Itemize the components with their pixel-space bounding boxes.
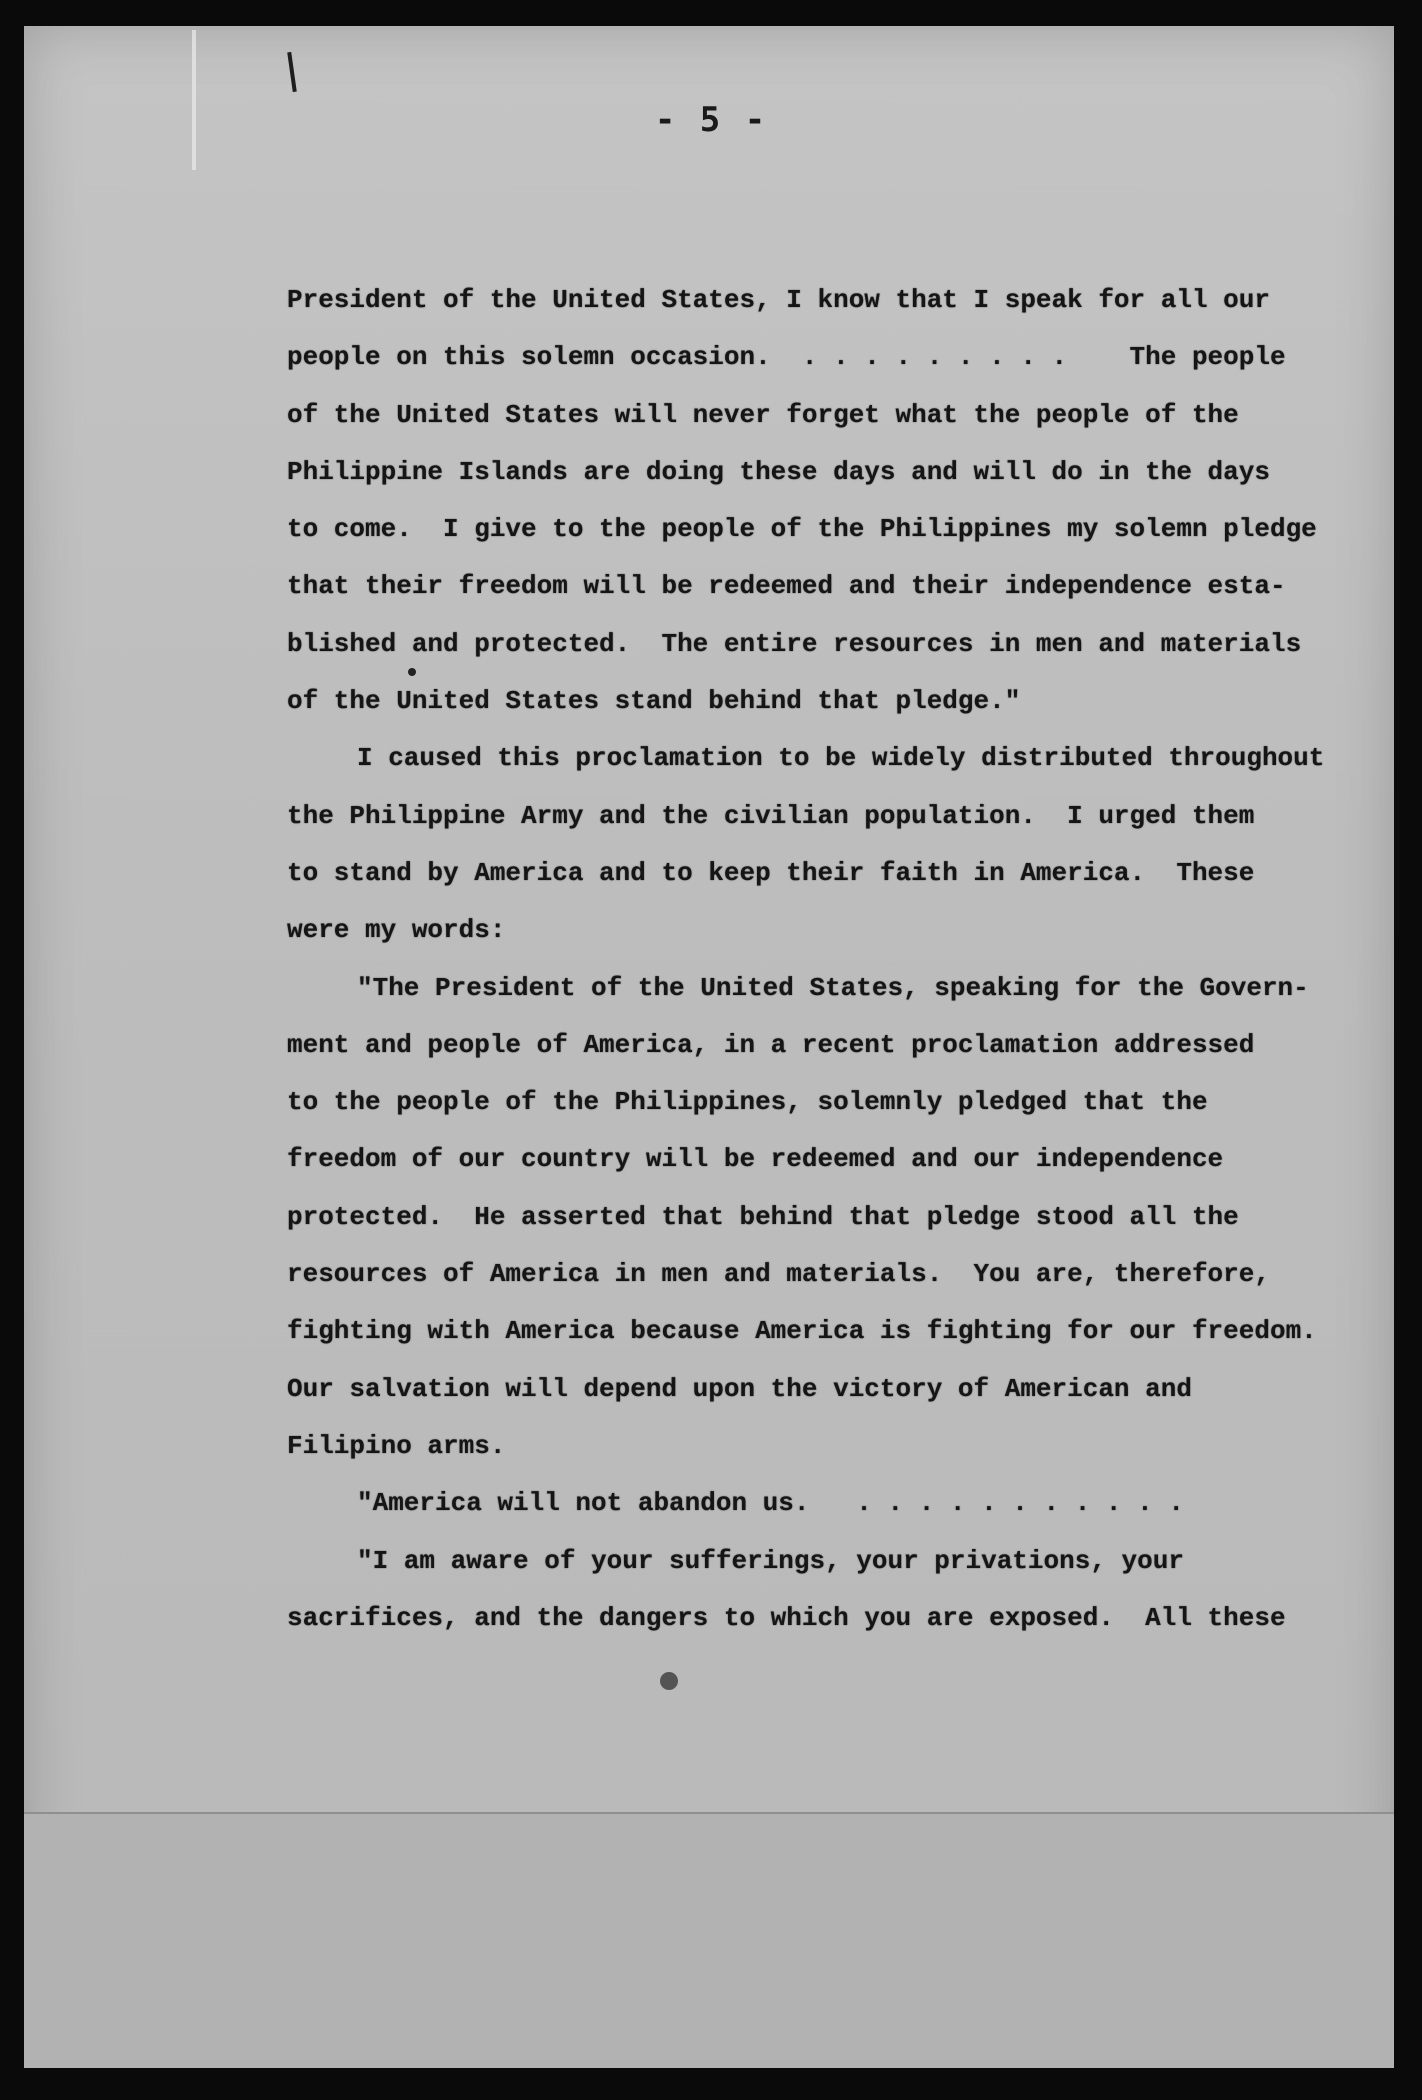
paper-sheet-lower-edge	[24, 1812, 1394, 2068]
text-line: that their freedom will be redeemed and their independence esta-	[287, 571, 1286, 602]
text-line: to come. I give to the people of the Philippines my solemn pledge	[287, 514, 1317, 545]
text-line: "The President of the United States, speaking for the Govern-	[357, 972, 1309, 1003]
typed-body-text	[287, 272, 1325, 1647]
text-line: to stand by America and to keep their faith in America. These	[287, 857, 1255, 888]
text-line: the Philippine Army and the civilian population. I urged them	[287, 800, 1255, 831]
text-line: blished and protected. The entire resources in men and materials	[287, 628, 1302, 659]
page-number: - 5 -	[654, 100, 768, 140]
text-line: ment and people of America, in a recent proclamation addressed	[287, 1029, 1255, 1060]
text-line: freedom of our country will be redeemed and our independence	[287, 1144, 1224, 1175]
text-line: of the United States will never forget what the people of the	[287, 399, 1239, 430]
text-line: "America will not abandon us. . . . . . . . . . . .	[357, 1488, 1184, 1519]
text-line: Filipino arms.	[287, 1430, 506, 1461]
text-line: Philippine Islands are doing these days and will do in the days	[287, 456, 1270, 487]
text-line: resources of America in men and materials. You are, therefore,	[287, 1259, 1270, 1290]
text-line: I caused this proclamation to be widely distributed throughout	[357, 743, 1325, 774]
text-line: protected. He asserted that behind that pledge stood all the	[287, 1201, 1239, 1232]
text-line: people on this solemn occasion. . . . . . . . . . The people	[287, 342, 1286, 373]
text-line: Our salvation will depend upon the victory of American and	[287, 1373, 1192, 1404]
text-line: fighting with America because America is fighting for our freedom.	[287, 1316, 1317, 1347]
text-line: President of the United States, I know that I speak for all our	[287, 285, 1270, 315]
text-line: to the people of the Philippines, solemnly pledged that the	[287, 1087, 1208, 1118]
text-line: "I am aware of your sufferings, your privations, your	[357, 1545, 1184, 1576]
text-line: sacrifices, and the dangers to which you are exposed. All these	[287, 1602, 1286, 1633]
ink-smudge	[660, 1672, 678, 1690]
text-line: of the United States stand behind that pledge."	[287, 686, 1021, 717]
text-line: were my words:	[287, 915, 506, 946]
